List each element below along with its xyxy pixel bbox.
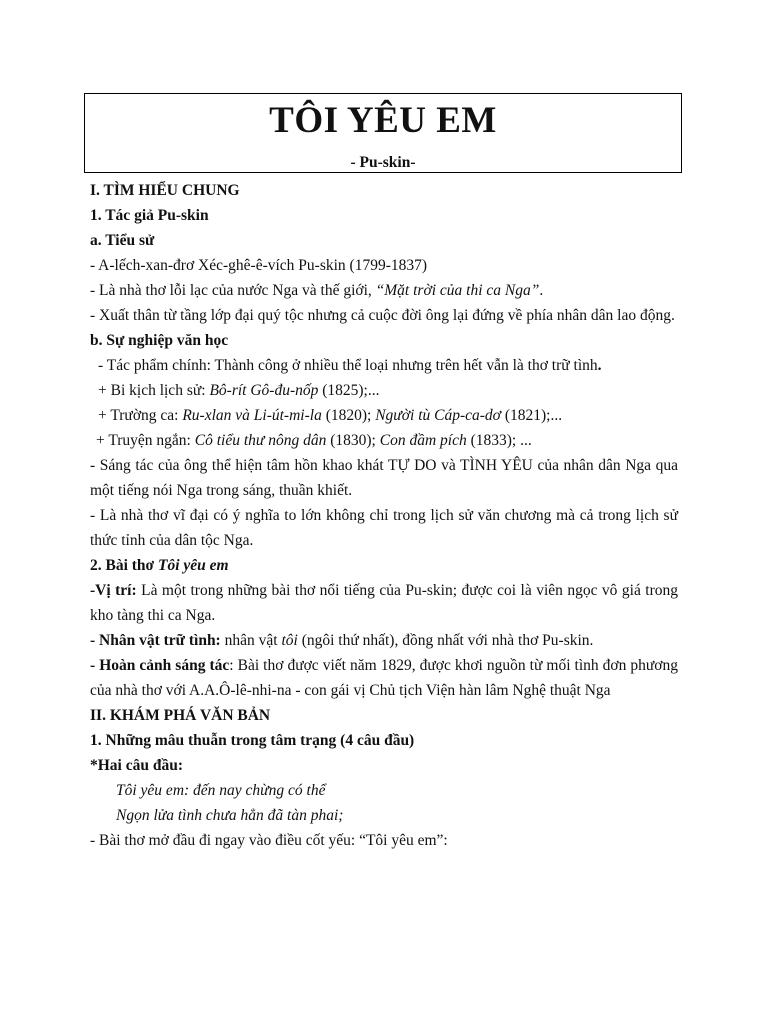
subsection-contradictions: 1. Những mâu thuẫn trong tâm trạng (4 câu đầu) (90, 732, 415, 749)
bio-line-1: - A-lếch-xan-đrơ Xéc-ghê-ê-vích Pu-skin (1799-1837) (90, 257, 428, 274)
section-heading-2: II. KHÁM PHÁ VĂN BẢN (90, 707, 271, 724)
lyrical-character-pre: nhân vật (220, 632, 282, 649)
analysis-line: - Bài thơ mở đầu đi ngay vào điều cốt yếu: “Tôi yêu em”: (90, 832, 448, 849)
lyrical-character-post: (ngôi thứ nhất), đồng nhất với nhà thơ Pu-skin. (297, 632, 594, 649)
career-paragraph-2: - Là nhà thơ vĩ đại có ý nghĩa to lớn không chỉ trong lịch sử văn chương mà cả trong lịch sử thức tỉnh của dân tộc Nga. (90, 507, 678, 549)
career-paragraph-1: - Sáng tác của ông thể hiện tâm hồn khao khát TỰ DO và TÌNH YÊU của nhân dân Nga qua một tiếng nói Nga trong sáng, thuần khiết. (90, 457, 678, 499)
poem-line-1: Tôi yêu em: đến nay chừng có thể (116, 782, 326, 799)
section-heading-1: I. TÌM HIỂU CHUNG (90, 182, 240, 199)
bio-line-2-text: - Là nhà thơ lỗi lạc của nước Nga và thế giới, (90, 282, 376, 299)
poem-position-text: Là một trong những bài thơ nổi tiếng của Pu-skin; được coi là viên ngọc vô giá trong kho tàng thi ca Nga. (90, 582, 679, 624)
works-story-year-1: (1830); (326, 432, 380, 449)
bio-line-2-quote: “Mặt trời của thi ca Nga” (375, 282, 540, 299)
works-epic-year-1: (1820); (321, 407, 376, 424)
bio-line-2-end: . (539, 282, 544, 299)
works-main (90, 353, 678, 378)
works-tragedy-title: Bô-rít Gô-đu-nốp (209, 382, 319, 399)
works-tragedy (90, 378, 678, 403)
bio-line-2 (90, 278, 678, 303)
works-epic-year-2: (1821);... (500, 407, 563, 424)
first-two-lines-heading: *Hai câu đầu: (90, 757, 184, 774)
works-epic-title-1: Ru-xlan và Li-út-mi-la (182, 407, 322, 424)
lyrical-character-label: - Nhân vật trữ tình: (90, 632, 221, 649)
poem-position (90, 578, 678, 628)
subsection-career: b. Sự nghiệp văn học (90, 332, 229, 349)
works-story-year-2: (1833); ... (466, 432, 532, 449)
subsection-author: 1. Tác giả Pu-skin (90, 207, 209, 224)
poem-line-2: Ngọn lửa tình chưa hẳn đã tàn phai; (116, 807, 344, 824)
subsection-poem-title: Tôi yêu em (158, 557, 229, 574)
works-epic-label: + Trường ca: (98, 407, 183, 424)
lyrical-character-word: tôi (281, 632, 298, 649)
subsection-biography: a. Tiểu sử (90, 232, 155, 249)
subsection-poem-label: 2. Bài thơ (90, 557, 159, 574)
document-author: - Pu-skin- (350, 154, 416, 171)
subsection-poem (90, 553, 678, 578)
composition-context-text: : Bài thơ được viết năm 1829, được khơi nguồn từ mối tình đơn phương của nhà thơ với A.A.Ô-lê-nhi-na - con gái vị Chủ tịch Viện hàn lâm Nghệ thuật Nga (90, 657, 679, 699)
works-story (90, 428, 678, 453)
works-story-label: + Truyện ngắn: (96, 432, 195, 449)
composition-context (90, 653, 678, 703)
works-story-title-1: Cô tiểu thư nông dân (194, 432, 327, 449)
works-main-end: . (597, 357, 602, 374)
bio-line-3: - Xuất thân từ tầng lớp đại quý tộc nhưng cả cuộc đời ông lại đứng về phía nhân dân lao động. (90, 307, 675, 324)
document-body (90, 178, 678, 853)
works-tragedy-label: + Bi kịch lịch sử: (98, 382, 210, 399)
works-epic (90, 403, 678, 428)
poem-position-label: -Vị trí: (90, 582, 137, 599)
composition-context-label: - Hoàn cảnh sáng tác (90, 657, 230, 674)
works-main-text: - Tác phẩm chính: Thành công ở nhiều thể loại nhưng trên hết vẫn là thơ trữ tình (98, 357, 598, 374)
title-box (84, 93, 682, 173)
document-page (90, 93, 678, 853)
works-epic-title-2: Người tù Cáp-ca-dơ (375, 407, 501, 424)
lyrical-character (90, 628, 678, 653)
document-title: TÔI YÊU EM (269, 100, 497, 141)
works-story-title-2: Con đầm pích (379, 432, 467, 449)
works-tragedy-year: (1825);... (318, 382, 380, 399)
